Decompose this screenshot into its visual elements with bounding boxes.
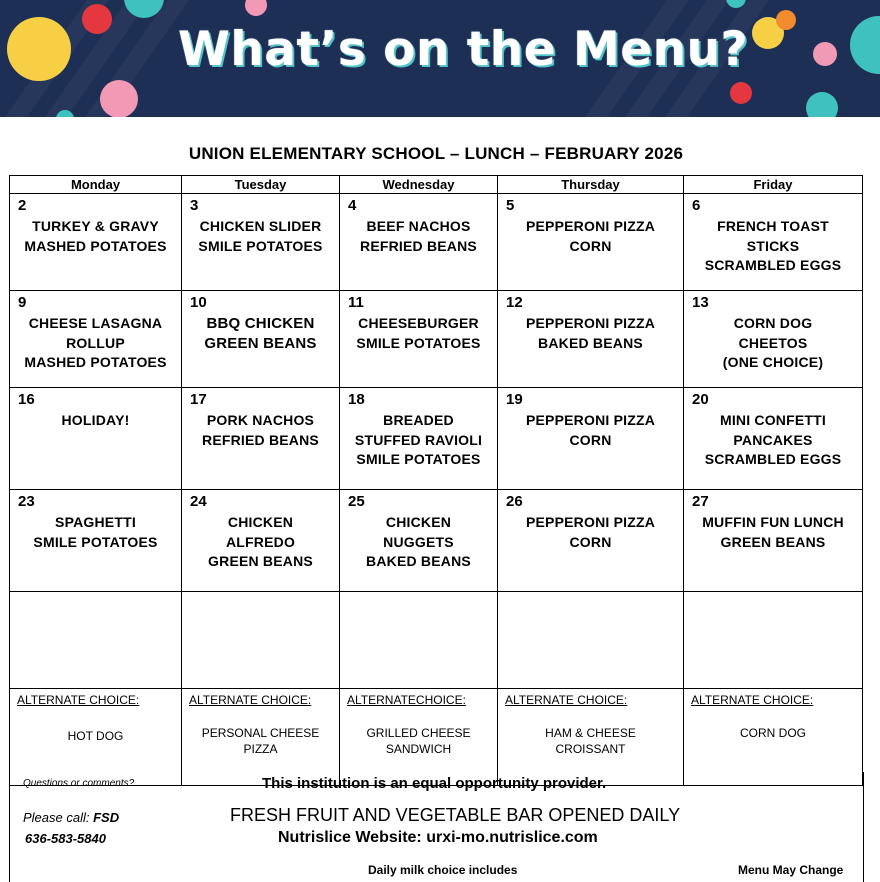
- alternate-cell: [684, 689, 863, 786]
- menu-item: CHEETOS: [738, 334, 808, 351]
- alternate-item: PIZZA: [243, 742, 278, 756]
- day-number: 18: [348, 391, 365, 408]
- alternate-item: PERSONAL CHEESE: [201, 726, 320, 740]
- day-number: 11: [348, 294, 364, 311]
- confetti-dot: [245, 0, 267, 16]
- equal-opportunity-text: This institution is an equal opportunity provider.: [262, 775, 607, 792]
- day-cell: [10, 194, 182, 291]
- day-number: 19: [506, 391, 523, 408]
- menu-item: FRENCH TOAST: [717, 218, 829, 234]
- day-number: 2: [18, 197, 27, 214]
- confetti-dot: [100, 80, 138, 117]
- menu-item: NUGGETS: [383, 533, 454, 550]
- alternate-item: SANDWICH: [385, 742, 452, 756]
- day-cell: [498, 291, 684, 388]
- alternate-label: ALTERNATE CHOICE:: [691, 693, 814, 707]
- menu-item: STUFFED RAVIOLI: [354, 431, 483, 448]
- weekday-header: Thursday: [498, 176, 684, 194]
- menu-item: CHICKEN: [227, 514, 294, 530]
- menu-change-text: Menu May Change: [738, 863, 844, 877]
- menu-item: CORN: [569, 237, 612, 254]
- menu-item: MASHED POTATOES: [24, 354, 167, 370]
- day-cell: [684, 194, 863, 291]
- day-cell: [10, 291, 182, 388]
- confetti-dot: [776, 10, 796, 30]
- day-number: 13: [692, 294, 709, 311]
- menu-item: PEPPERONI PIZZA: [525, 315, 656, 331]
- menu-item: PEPPERONI PIZZA: [525, 514, 656, 530]
- menu-item: ALFREDO: [225, 533, 296, 550]
- menu-item: GREEN BEANS: [208, 553, 313, 569]
- alternate-item: CROISSANT: [555, 742, 626, 756]
- menu-item: BAKED BEANS: [366, 553, 471, 569]
- day-number: 24: [190, 493, 207, 510]
- menu-item: CHICKEN SLIDER: [199, 218, 322, 234]
- menu-item: PANCAKES: [733, 431, 813, 448]
- day-cell: [182, 194, 340, 291]
- menu-item: SMILE POTATOES: [33, 533, 158, 550]
- menu-item: SMILE POTATOES: [198, 237, 323, 254]
- menu-item: GREEN BEANS: [204, 334, 317, 352]
- day-number: 4: [348, 197, 357, 214]
- weekday-header-row: [10, 176, 863, 194]
- day-number: 20: [692, 391, 709, 408]
- website-text: Nutrislice Website: urxi-mo.nutrislice.com: [278, 829, 598, 846]
- empty-cell: [340, 592, 498, 689]
- menu-item: SMILE POTATOES: [356, 334, 481, 351]
- footer: [9, 772, 864, 882]
- menu-item: BBQ CHICKEN: [206, 315, 315, 332]
- day-number: 26: [506, 493, 523, 510]
- alternate-cell: [182, 689, 340, 786]
- menu-item: STICKS: [746, 237, 800, 254]
- confetti-dot: [56, 110, 74, 117]
- day-cell: [182, 291, 340, 388]
- confetti-dot: [850, 16, 880, 74]
- day-cell: [684, 291, 863, 388]
- weekday-header: Wednesday: [340, 176, 498, 194]
- day-number: 12: [506, 294, 523, 311]
- menu-item: PEPPERONI PIZZA: [525, 218, 656, 234]
- weekday-header: Friday: [684, 176, 863, 194]
- menu-item: CHEESEBURGER: [358, 315, 479, 331]
- menu-item: REFRIED BEANS: [360, 237, 477, 254]
- day-number: 25: [348, 493, 365, 510]
- menu-item: GREEN BEANS: [720, 533, 826, 550]
- day-number: 27: [692, 493, 709, 510]
- please-call-text: [23, 810, 119, 825]
- menu-item: SMILE POTATOES: [356, 451, 481, 467]
- org-name: FSD: [93, 810, 120, 825]
- day-number: 6: [692, 197, 701, 214]
- empty-cell: [182, 592, 340, 689]
- day-cell: [10, 490, 182, 592]
- menu-item: HOLIDAY!: [61, 412, 130, 428]
- alternate-item: HOT DOG: [67, 729, 124, 743]
- menu-item: MASHED POTATOES: [24, 237, 167, 254]
- alternate-label: ALTERNATE CHOICE:: [17, 693, 140, 707]
- empty-cell: [684, 592, 863, 689]
- menu-item: MINI CONFETTI: [719, 412, 827, 428]
- milk-choice-text: Daily milk choice includes: [368, 863, 518, 877]
- day-cell: [684, 490, 863, 592]
- menu-calendar: [9, 175, 863, 786]
- day-cell: [340, 194, 498, 291]
- alternate-label: ALTERNATE CHOICE:: [505, 693, 628, 707]
- menu-item: CORN DOG: [733, 315, 813, 331]
- page-title: UNION ELEMENTARY SCHOOL – LUNCH – FEBRUARY 2026: [188, 144, 684, 163]
- day-number: 3: [190, 197, 199, 214]
- menu-item: PORK NACHOS: [206, 412, 315, 428]
- menu-item: BAKED BEANS: [538, 334, 643, 351]
- day-cell: [10, 388, 182, 490]
- menu-item: SCRAMBLED EGGS: [704, 257, 842, 273]
- alternate-item: HAM & CHEESE: [545, 726, 636, 740]
- day-cell: [498, 388, 684, 490]
- menu-item: PEPPERONI PIZZA: [525, 412, 656, 428]
- alternate-label: ALTERNATECHOICE:: [347, 693, 466, 707]
- day-cell: [498, 194, 684, 291]
- weekday-header: Tuesday: [182, 176, 340, 194]
- fruit-bar-text: FRESH FRUIT AND VEGETABLE BAR OPENED DAILY: [230, 805, 681, 825]
- menu-item: BEEF NACHOS: [366, 218, 471, 234]
- menu-item: MUFFIN FUN LUNCH: [702, 514, 844, 530]
- menu-item: SCRAMBLED EGGS: [704, 451, 842, 467]
- week-row: [10, 291, 863, 388]
- banner: [0, 0, 880, 117]
- alternate-item: CORN DOG: [740, 726, 806, 740]
- alternate-cell: [10, 689, 182, 786]
- alternate-cell: [340, 689, 498, 786]
- day-cell: [182, 388, 340, 490]
- empty-week-row: [10, 592, 863, 689]
- menu-item: (ONE CHOICE): [722, 354, 824, 370]
- weekday-header: Monday: [10, 176, 182, 194]
- menu-item: BREADED: [383, 412, 454, 428]
- day-cell: [182, 490, 340, 592]
- please-call-label: Please call:: [23, 810, 94, 825]
- confetti-dot: [730, 82, 752, 104]
- menu-item: CORN: [569, 431, 612, 448]
- alternate-item: GRILLED CHEESE: [366, 726, 471, 740]
- alternate-cell: [498, 689, 684, 786]
- day-cell: [340, 490, 498, 592]
- day-number: 17: [190, 391, 207, 408]
- day-cell: [684, 388, 863, 490]
- day-number: 10: [190, 294, 207, 311]
- day-cell: [340, 291, 498, 388]
- day-number: 23: [18, 493, 35, 510]
- day-number: 16: [18, 391, 35, 408]
- menu-item: REFRIED BEANS: [202, 431, 319, 448]
- alternate-label: ALTERNATE CHOICE:: [189, 693, 312, 707]
- alternate-row: [10, 689, 863, 786]
- menu-item: CHEESE LASAGNA: [28, 315, 163, 331]
- banner-title: What’s on the Menu?: [178, 22, 749, 77]
- week-row: [10, 194, 863, 291]
- day-cell: [498, 490, 684, 592]
- day-number: 9: [18, 294, 27, 311]
- menu-item: CHICKEN: [385, 514, 452, 530]
- empty-cell: [498, 592, 684, 689]
- confetti-dot: [813, 42, 837, 66]
- menu-item: TURKEY & GRAVY: [32, 218, 159, 234]
- menu-item: ROLLUP: [66, 334, 125, 351]
- confetti-dot: [7, 17, 71, 81]
- day-number: 5: [506, 197, 515, 214]
- day-cell: [340, 388, 498, 490]
- menu-item: SPAGHETTI: [55, 514, 136, 530]
- menu-item: CORN: [569, 533, 612, 550]
- confetti-dot: [806, 92, 838, 117]
- week-row: [10, 388, 863, 490]
- phone-number: 636-583-5840: [25, 831, 106, 846]
- questions-text: Questions or comments?: [23, 778, 135, 789]
- empty-cell: [10, 592, 182, 689]
- week-row: [10, 490, 863, 592]
- confetti-dot: [82, 4, 112, 34]
